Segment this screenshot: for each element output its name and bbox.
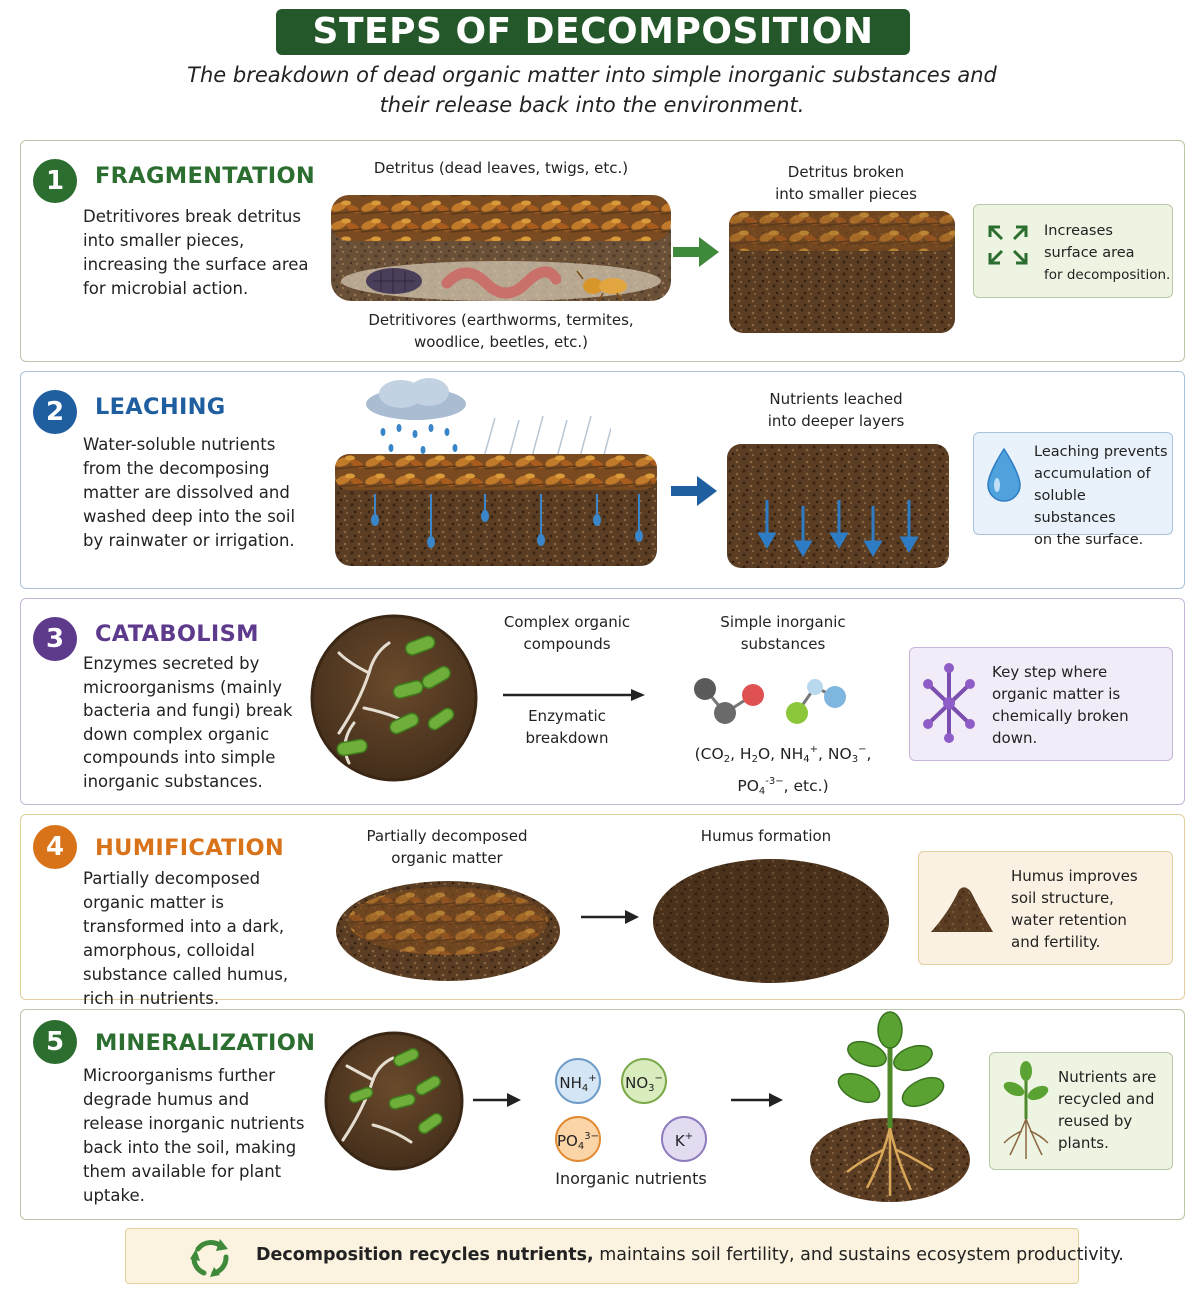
step-description: Microorganisms further degrade humus and release inorganic nutrients back into the soil, making them available for plant uptake.: [83, 1066, 305, 1205]
inorganic-nutrients-caption: Inorganic nutrients: [555, 1169, 707, 1188]
surface-area-note: Increases surface area for decomposition.: [973, 204, 1173, 298]
simple-substances-caption: Simple inorganic substances: [720, 613, 846, 653]
summary-banner: [125, 1228, 1124, 1284]
right-arrow-icon: [473, 1092, 523, 1108]
recycle-icon: [186, 1235, 234, 1279]
microorganisms-illustration: [309, 613, 479, 783]
fragmented-detritus-illustration: [729, 211, 955, 333]
leached-caption: Nutrients leached into deeper layers: [767, 390, 905, 430]
summary-text: Decomposition recycles nutrients, maintains soil fertility, and sustains ecosystem productivity.: [256, 1245, 1124, 1265]
step-title: FRAGMENTATION: [95, 163, 316, 189]
termite-icon: [573, 269, 643, 303]
page-title: STEPS OF DECOMPOSITION: [276, 9, 910, 55]
right-arrow-icon: [581, 909, 641, 925]
detritus-caption: Detritus (dead leaves, twigs, etc.): [373, 159, 629, 177]
step-title: LEACHING: [95, 394, 226, 420]
recycled-nutrients-note: Nutrients are recycled and reused by plants.: [989, 1052, 1173, 1170]
step-number-badge: 1: [33, 159, 77, 203]
step-description: Water-soluble nutrients from the decomposing matter are dissolved and washed deep into the soil by rainwater or irrigation.: [83, 435, 296, 550]
step-number-badge: 5: [33, 1020, 77, 1064]
chemical-formulas: ($CO_2$, $H_2O$, $NH_4^+$, $NO_3^-$, $PO_4^{-3-}$, etc.): [694, 744, 872, 797]
step-title: HUMIFICATION: [95, 835, 285, 861]
step-humification-panel: [20, 814, 1185, 1008]
right-arrow-icon: [671, 476, 719, 506]
detritivores-caption: Detritivores (earthworms, termites, woodlice, beetles, etc.): [368, 311, 634, 351]
step-description: Detritivores break detritus into smaller pieces, increasing the surface area for microbial action.: [83, 207, 309, 298]
step-title: CATABOLISM: [95, 621, 259, 647]
humus-pile-icon: [929, 882, 995, 934]
growing-plant-illustration: [807, 1010, 973, 1204]
woodlouse-icon: [359, 259, 429, 299]
complex-compounds-caption: Complex organic compounds: [503, 613, 631, 653]
right-arrow-icon: [673, 237, 721, 267]
rain-cloud-icon: [361, 376, 471, 462]
mineralizing-microbes-illustration: [323, 1030, 465, 1172]
enzyme-icon: [918, 662, 980, 744]
catabolism-note: Key step where organic matter is chemically broken down.: [909, 647, 1173, 761]
humus-formation-caption: Humus formation: [700, 827, 832, 845]
step-description: Enzymes secreted by microorganisms (mainly bacteria and fungi) break down complex organic compounds into simple inorganic substances.: [83, 654, 293, 791]
step-leaching-panel: [20, 371, 1185, 589]
partially-decomposed-illustration: [335, 873, 561, 983]
step-mineralization-panel: [20, 1009, 1185, 1220]
step-number-badge: 4: [33, 825, 77, 869]
step-catabolism-panel: [20, 598, 1185, 805]
earthworm-icon: [441, 261, 561, 301]
plant-icon: [998, 1059, 1054, 1161]
fragmented-caption: Detritus broken into smaller pieces: [775, 163, 917, 203]
step-fragmentation-panel: [20, 140, 1185, 362]
ammonium-label: $NH_4^+$: [559, 1073, 597, 1094]
leaching-soil-illustration: [335, 454, 657, 566]
nitrate-label: $NO_3^-$: [625, 1073, 663, 1094]
humus-note: Humus improves soil structure, water retention and fertility.: [918, 851, 1173, 965]
step-number-badge: 2: [33, 390, 77, 434]
phosphate-label: $PO_4^{3-}$: [557, 1131, 599, 1152]
partial-decomposed-caption: Partially decomposed organic matter: [366, 827, 528, 867]
right-arrow-icon: [731, 1092, 785, 1108]
water-drop-icon: [984, 447, 1024, 505]
leaching-note: Leaching prevents accumulation of soluble substances on the surface.: [973, 432, 1173, 535]
long-arrow-icon: [503, 687, 647, 703]
leached-soil-illustration: [727, 444, 949, 568]
step-title: MINERALIZATION: [95, 1030, 316, 1056]
expand-arrows-icon: [984, 221, 1032, 269]
molecules-illustration: [685, 669, 865, 729]
step-number-badge: 3: [33, 617, 77, 661]
enzymatic-breakdown-caption: Enzymatic breakdown: [525, 707, 609, 747]
step-description: Partially decomposed organic matter is transformed into a dark, amorphous, colloidal substance called humus, rich in nutrients.: [83, 869, 289, 1008]
potassium-label: K+: [674, 1131, 694, 1150]
page-subtitle: The breakdown of dead organic matter into simple inorganic substances and their release back into the environment.: [187, 63, 997, 117]
humus-illustration: [651, 855, 891, 985]
